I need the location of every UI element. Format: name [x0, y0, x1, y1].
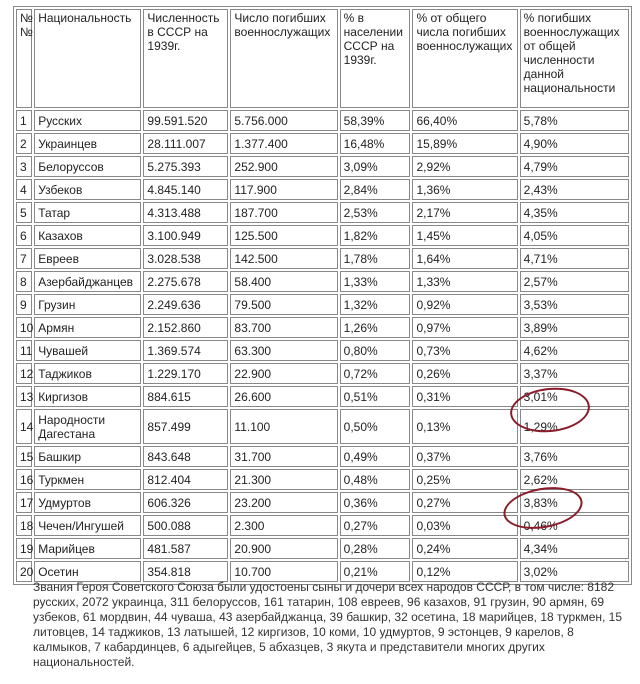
table-cell: 3,83%	[520, 492, 629, 513]
table-cell: 5.275.393	[143, 156, 228, 177]
table-cell: 2,62%	[520, 469, 629, 490]
table-cell: 500.088	[143, 515, 228, 536]
table-row	[16, 202, 629, 223]
table-cell: 4,71%	[520, 248, 629, 269]
table-cell: Туркмен	[34, 469, 141, 490]
table-cell: 3,76%	[520, 446, 629, 467]
table-cell: 6	[16, 225, 32, 246]
table-cell: 1,82%	[340, 225, 411, 246]
table-cell: 0,51%	[340, 386, 411, 407]
table-cell: 3.100.949	[143, 225, 228, 246]
table-cell: 0,46%	[520, 515, 629, 536]
table-cell: Казахов	[34, 225, 141, 246]
table-cell: 7	[16, 248, 32, 269]
table-cell: 21.300	[230, 469, 337, 490]
table-cell: 2,84%	[340, 179, 411, 200]
table-cell: 1,78%	[340, 248, 411, 269]
table-cell: 31.700	[230, 446, 337, 467]
table-cell: 17	[16, 492, 32, 513]
table-row	[16, 446, 629, 467]
table-row	[16, 340, 629, 361]
table-cell: 0,27%	[412, 492, 517, 513]
table-cell: Азербайджанцев	[34, 271, 141, 292]
table-cell: 0,26%	[412, 363, 517, 384]
table-cell: 1,36%	[412, 179, 517, 200]
table-cell: 843.648	[143, 446, 228, 467]
table-cell: Русских	[34, 110, 141, 131]
table-cell: 1,45%	[412, 225, 517, 246]
table-cell: 16,48%	[340, 133, 411, 154]
table-cell: 0,03%	[412, 515, 517, 536]
table-cell: 28.111.007	[143, 133, 228, 154]
table-cell: Белоруссов	[34, 156, 141, 177]
table-cell: 2,92%	[412, 156, 517, 177]
table-cell: 0,92%	[412, 294, 517, 315]
table-cell: 66,40%	[412, 110, 517, 131]
hero-awards-note: Звания Героя Советского Союза были удостоены сыны и дочери всех народов СССР, в том числе: 8182 русских, 2072 украинца, 311 белоруссов, 161 татарин, 108 евреев, 96 казахов, 91 грузин, 90 армян, 69 узбеков, 61 мордвин, 44 чуваша, 43 азербайджанца, 39 башкир, 32 осетина, 18 марийцев, 18 туркмен, 15 литовцев, 14 таджиков, 13 латышей, 12 киргизов, 10 коми, 10 удмуртов, 9 эстонцев, 9 карелов, 8 калмыков, 7 кабардинцев, 6 адыгейцев, 5 абхазцев, 3 якута и представители многих других национальностей.	[33, 580, 623, 669]
table-cell: 0,49%	[340, 446, 411, 467]
table-cell: 3,02%	[520, 561, 629, 582]
table-cell: 0,50%	[340, 409, 411, 444]
table-cell: 606.326	[143, 492, 228, 513]
table-cell: 3	[16, 156, 32, 177]
table-cell: Осетин	[34, 561, 141, 582]
table-row	[16, 409, 629, 444]
table-cell: Армян	[34, 317, 141, 338]
table-body	[16, 110, 629, 582]
table-cell: 23.200	[230, 492, 337, 513]
table-cell: 354.818	[143, 561, 228, 582]
table-cell: 812.404	[143, 469, 228, 490]
table-cell: 1.377.400	[230, 133, 337, 154]
table-cell: Таджиков	[34, 363, 141, 384]
table-cell: Татар	[34, 202, 141, 223]
table-row	[16, 156, 629, 177]
table-cell: Киргизов	[34, 386, 141, 407]
column-header: Число погибших военнослужащих	[230, 9, 337, 108]
table-cell: 481.587	[143, 538, 228, 559]
table-cell: 4	[16, 179, 32, 200]
table-row	[16, 363, 629, 384]
column-header: № №	[16, 9, 32, 108]
table-cell: 58,39%	[340, 110, 411, 131]
table-cell: 13	[16, 386, 32, 407]
table-cell: 0,73%	[412, 340, 517, 361]
table-cell: 12	[16, 363, 32, 384]
table-cell: Евреев	[34, 248, 141, 269]
table-cell: 187.700	[230, 202, 337, 223]
table-cell: 0,13%	[412, 409, 517, 444]
table-cell: 9	[16, 294, 32, 315]
table-cell: 4.845.140	[143, 179, 228, 200]
table-cell: 3,37%	[520, 363, 629, 384]
table-cell: 0,27%	[340, 515, 411, 536]
table-cell: 1,33%	[340, 271, 411, 292]
table-cell: 10	[16, 317, 32, 338]
table-row	[16, 271, 629, 292]
table-cell: 5	[16, 202, 32, 223]
table-cell: Чечен/Ингушей	[34, 515, 141, 536]
table-cell: 19	[16, 538, 32, 559]
table-cell: 11.100	[230, 409, 337, 444]
table-cell: 3,89%	[520, 317, 629, 338]
table-cell: 79.500	[230, 294, 337, 315]
table-row	[16, 248, 629, 269]
table-cell: Грузин	[34, 294, 141, 315]
table-row	[16, 386, 629, 407]
table-row	[16, 492, 629, 513]
table-cell: 0,28%	[340, 538, 411, 559]
table-cell: 2.152.860	[143, 317, 228, 338]
table-cell: 0,80%	[340, 340, 411, 361]
table-cell: 58.400	[230, 271, 337, 292]
table-cell: Чувашей	[34, 340, 141, 361]
table-cell: 4,62%	[520, 340, 629, 361]
column-header: % от общего числа погибших военнослужащих	[412, 9, 517, 108]
table-row	[16, 110, 629, 131]
table-cell: 15,89%	[412, 133, 517, 154]
table-cell: 3,53%	[520, 294, 629, 315]
table-cell: 2,17%	[412, 202, 517, 223]
table-cell: 252.900	[230, 156, 337, 177]
table-cell: 0,48%	[340, 469, 411, 490]
table-cell: 2.275.678	[143, 271, 228, 292]
column-header: Численность в СССР на 1939г.	[143, 9, 228, 108]
table-row	[16, 294, 629, 315]
table-cell: Узбеков	[34, 179, 141, 200]
table-cell: 0,31%	[412, 386, 517, 407]
table-cell: 14	[16, 409, 32, 444]
table-cell: 1	[16, 110, 32, 131]
table-cell: 117.900	[230, 179, 337, 200]
table-cell: 1.229.170	[143, 363, 228, 384]
table-cell: 5,78%	[520, 110, 629, 131]
table-cell: Украинцев	[34, 133, 141, 154]
table-cell: 0,36%	[340, 492, 411, 513]
table-cell: 63.300	[230, 340, 337, 361]
table-row	[16, 179, 629, 200]
table-cell: 0,12%	[412, 561, 517, 582]
table-row	[16, 515, 629, 536]
table-cell: 4,35%	[520, 202, 629, 223]
table-cell: 26.600	[230, 386, 337, 407]
table-cell: 2.249.636	[143, 294, 228, 315]
table-cell: 0,24%	[412, 538, 517, 559]
table-cell: 99.591.520	[143, 110, 228, 131]
table-cell: 16	[16, 469, 32, 490]
table-cell: 0,21%	[340, 561, 411, 582]
table-row	[16, 317, 629, 338]
table-cell: 11	[16, 340, 32, 361]
table-cell: Башкир	[34, 446, 141, 467]
table-cell: 8	[16, 271, 32, 292]
table-cell: 0,72%	[340, 363, 411, 384]
table-row	[16, 133, 629, 154]
table-cell: 857.499	[143, 409, 228, 444]
table-cell: Народности Дагестана	[34, 409, 141, 444]
table-cell: 83.700	[230, 317, 337, 338]
table-cell: 2,57%	[520, 271, 629, 292]
table-cell: 3,01%	[520, 386, 629, 407]
column-header: % в населении СССР на 1939г.	[340, 9, 411, 108]
table-cell: 1,29%	[520, 409, 629, 444]
table-cell: 1.369.574	[143, 340, 228, 361]
table-cell: 5.756.000	[230, 110, 337, 131]
table-cell: 2	[16, 133, 32, 154]
table-cell: 1,26%	[340, 317, 411, 338]
table-cell: 4,79%	[520, 156, 629, 177]
table-cell: 22.900	[230, 363, 337, 384]
table-cell: 18	[16, 515, 32, 536]
table-header-row	[16, 9, 629, 108]
table-cell: 3.028.538	[143, 248, 228, 269]
column-header: % погибших военнослужащих от общей численности данной национальности	[520, 9, 629, 108]
table-cell: 4,05%	[520, 225, 629, 246]
table-row	[16, 561, 629, 582]
table-cell: 125.500	[230, 225, 337, 246]
table-cell: 4.313.488	[143, 202, 228, 223]
table-cell: 884.615	[143, 386, 228, 407]
table-cell: 0,25%	[412, 469, 517, 490]
table-cell: 20.900	[230, 538, 337, 559]
table-cell: 1,33%	[412, 271, 517, 292]
table-cell: 20	[16, 561, 32, 582]
table-cell: Марийцев	[34, 538, 141, 559]
table-cell: 142.500	[230, 248, 337, 269]
table-cell: 1,32%	[340, 294, 411, 315]
table-cell: 4,34%	[520, 538, 629, 559]
table-cell: 2,43%	[520, 179, 629, 200]
table-cell: 2.300	[230, 515, 337, 536]
table-row	[16, 469, 629, 490]
table-cell: 0,37%	[412, 446, 517, 467]
table-row	[16, 538, 629, 559]
table-row	[16, 225, 629, 246]
nationality-losses-table	[13, 6, 632, 585]
table-cell: 0,97%	[412, 317, 517, 338]
table-cell: 15	[16, 446, 32, 467]
column-header: Национальность	[34, 9, 141, 108]
table-cell: 10.700	[230, 561, 337, 582]
table-cell: 1,64%	[412, 248, 517, 269]
table-cell: 4,90%	[520, 133, 629, 154]
table-cell: Удмуртов	[34, 492, 141, 513]
table-cell: 2,53%	[340, 202, 411, 223]
table-cell: 3,09%	[340, 156, 411, 177]
